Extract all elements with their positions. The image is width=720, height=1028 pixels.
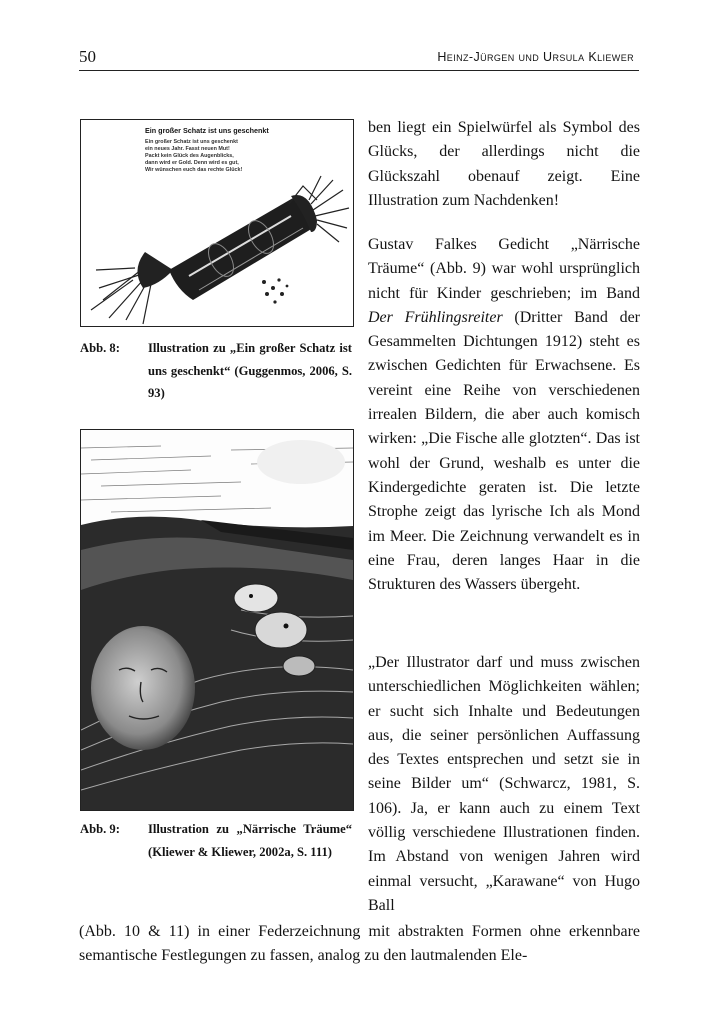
book-title: Der Frühlingsreiter xyxy=(368,308,503,326)
body-paragraph-1 xyxy=(368,116,640,213)
fish-2 xyxy=(255,612,307,648)
figure-9-caption-text: Illustration zu „Närrische Träume“ (Kliewer & Kliewer, 2002a, S. 111) xyxy=(148,822,352,859)
body-paragraph-3-continuation: (Abb. 10 & 11) in einer Federzeichnung mit abstrakten Formen ohne erkennbare semantische Festlegungen zu fassen, analog zu den lautmalenden Ele- xyxy=(79,923,640,965)
moon-face xyxy=(91,626,195,750)
page-number: 50 xyxy=(79,47,96,66)
figure-8-caption-text: Illustration zu „Ein großer Schatz ist uns geschenkt“ (Guggenmos, 2006, S. 93) xyxy=(148,341,352,400)
body-paragraph-3 xyxy=(368,651,640,918)
fish-1 xyxy=(234,584,278,612)
figure-8-poem-line: Wir wünschen euch das rechte Glück! xyxy=(145,167,243,173)
cracker-body xyxy=(169,198,313,300)
running-head: Heinz-Jürgen und Ursula Kliewer xyxy=(437,50,634,64)
figure-8-caption xyxy=(80,337,355,407)
figure-8-poem-line: ein neues Jahr. Fasst neuen Mut! xyxy=(145,146,230,152)
candy-cracker-drawing xyxy=(81,120,353,326)
figure-8-poem-line: Packt kein Glück des Augenblicks, xyxy=(145,153,234,159)
figure-8-poem-line: dann wird er Gold. Denn wird es gut, xyxy=(145,160,239,166)
figure-8-caption-label: Abb. 8: xyxy=(80,341,120,355)
figure-8-poem-title: Ein großer Schatz ist uns geschenkt xyxy=(145,126,269,135)
paragraph-text: „Der Illustrator darf und muss zwischen unterschiedlichen Möglichkeiten wählen; er sucht sich Inhalte und Bedeutungen aus, die seiner persönlichen Auffassung des Textes entsprechen und setzt sie in seine Bilder um“ (Schwarcz, 1981, S. 106). Ja, er kann auch zu einem Text völlig verschiedene Illustrationen finden. Im Abstand von wenigen Jahren wird einmal versucht, „Karawane“ von Hugo Ball xyxy=(368,654,640,914)
paragraph-text xyxy=(368,233,640,597)
figure-9-caption-label: Abb. 9: xyxy=(80,822,120,836)
paragraph-text-part: (Dritter Band der Gesammelten Dichtungen 1912) steht es zwischen Gedichten für Erwachsene. Es vereint eine Reihe von verschiedenen irrealen Bildern, die aber auch komisch wirken: „Die Fische alle glotzten“. Das ist wohl der Grund, weshalb es unter die Kindergedichte geraten ist. Die letzte Strophe zeigt das lyrische Ich als Mond im Meer. Die Zeichnung verwandelt es in eine Frau, deren langes Haar in die Strukturen des Wassers übergeht. xyxy=(368,308,640,594)
figure-9-illustration xyxy=(80,429,354,811)
paragraph-text: ben liegt ein Spielwürfel als Symbol des Glücks, der allerdings nicht die Glückszahl obenauf zeigt. Eine Illustration zum Nachdenken! xyxy=(368,119,640,209)
left-twist xyxy=(137,252,173,288)
figure-8-illustration xyxy=(80,119,354,327)
header-rule xyxy=(79,70,639,71)
dice-drawing xyxy=(262,278,288,303)
fish-3 xyxy=(283,656,315,676)
body-paragraph-2 xyxy=(368,233,640,597)
figure-8-poem-line: Ein großer Schatz ist uns geschenkt xyxy=(145,139,238,145)
figure-9-caption xyxy=(80,818,355,888)
sky-glow xyxy=(257,440,345,484)
right-fringe xyxy=(309,176,349,242)
paragraph-text-part: Gustav Falkes Gedicht „Närrische Träume“ (Abb. 9) war wohl ursprünglich nicht für Kinder geschrieben; im Band xyxy=(368,236,640,302)
moon-in-sea-drawing xyxy=(81,430,353,810)
